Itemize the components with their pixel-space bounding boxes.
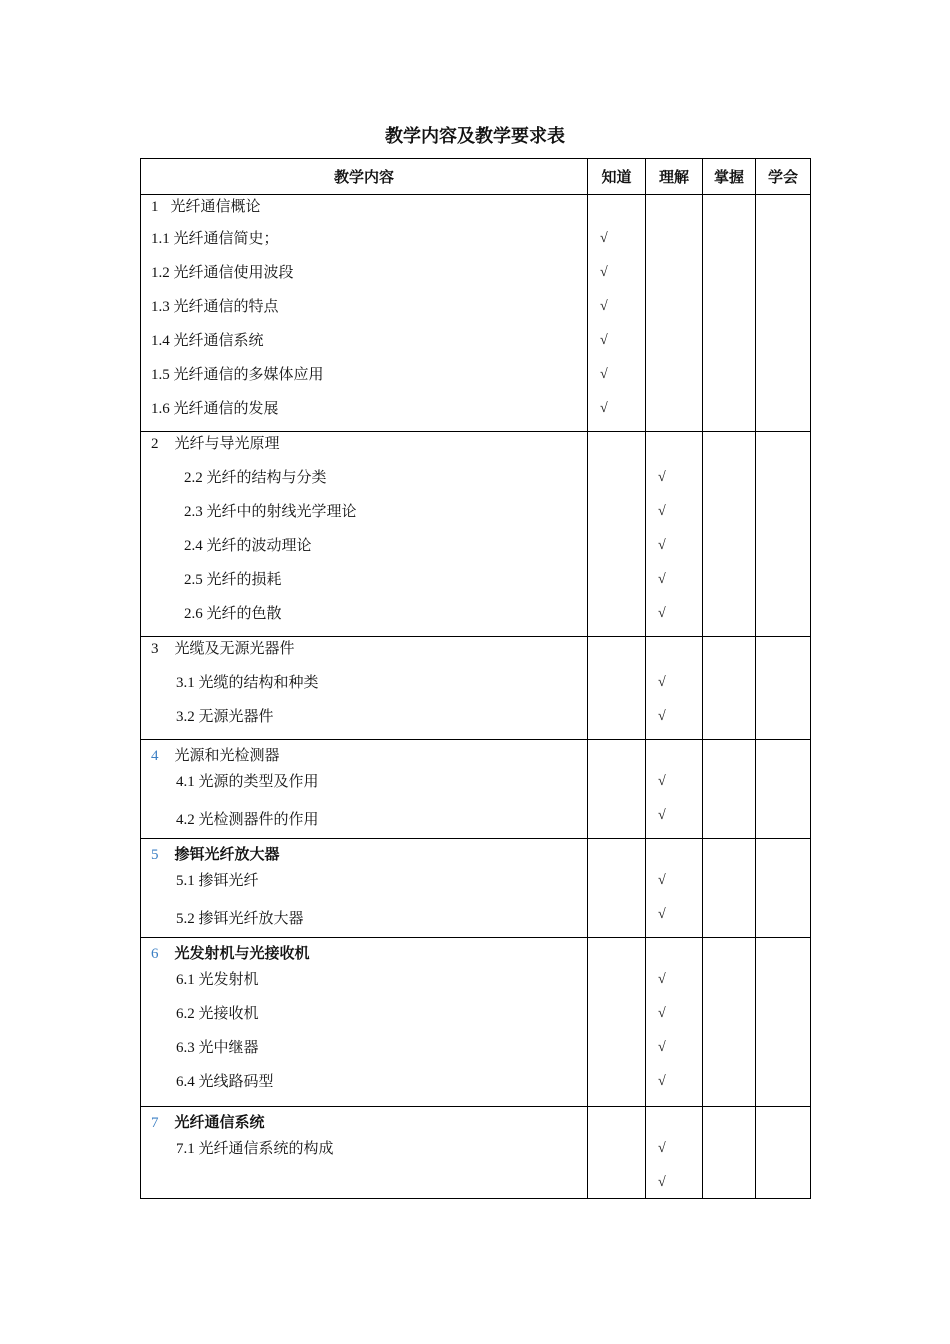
learn-cell (756, 938, 811, 1107)
list-item: 6.1 光发射机 (176, 972, 259, 988)
section-1-content (141, 195, 588, 432)
master-cell (703, 637, 756, 740)
section-heading: 5 掺铒光纤放大器 (151, 847, 280, 863)
section-heading: 4 光源和光检测器 (151, 748, 280, 764)
table-title: 教学内容及教学要求表 (385, 126, 565, 146)
list-item: 2.3 光纤中的射线光学理论 (184, 504, 357, 520)
header-understand: 理解 (646, 159, 703, 195)
check-mark: √ (658, 873, 666, 888)
section-heading: 1 光纤通信概论 (151, 199, 261, 215)
master-cell (703, 195, 756, 432)
check-mark: √ (658, 1175, 666, 1190)
check-mark: √ (658, 504, 666, 519)
know-cell (588, 839, 646, 938)
check-mark: √ (658, 606, 666, 621)
requirements-table (140, 158, 811, 1199)
understand-cell (646, 195, 703, 432)
table-row (141, 1107, 811, 1199)
table-row (141, 637, 811, 740)
understand-cell (646, 839, 703, 938)
master-cell (703, 1107, 756, 1199)
list-item: 7.1 光纤通信系统的构成 (176, 1141, 334, 1157)
list-item: 6.3 光中继器 (176, 1040, 259, 1056)
header-master: 掌握 (703, 159, 756, 195)
list-item: 2.5 光纤的损耗 (184, 572, 282, 588)
check-mark: √ (658, 808, 666, 823)
learn-cell (756, 637, 811, 740)
header-row (141, 159, 811, 195)
check-mark: √ (600, 265, 608, 280)
list-item: 1.6 光纤通信的发展 (151, 401, 279, 417)
check-mark: √ (658, 470, 666, 485)
understand-cell (646, 637, 703, 740)
understand-cell (646, 432, 703, 637)
list-item: 6.2 光接收机 (176, 1006, 259, 1022)
check-mark: √ (658, 1074, 666, 1089)
check-mark: √ (658, 907, 666, 922)
learn-cell (756, 839, 811, 938)
table-row (141, 740, 811, 839)
master-cell (703, 839, 756, 938)
master-cell (703, 938, 756, 1107)
check-mark: √ (600, 367, 608, 382)
list-item: 1.3 光纤通信的特点 (151, 299, 279, 315)
list-item: 2.4 光纤的波动理论 (184, 538, 312, 554)
learn-cell (756, 195, 811, 432)
learn-cell (756, 432, 811, 637)
check-mark: √ (658, 774, 666, 789)
check-mark: √ (600, 401, 608, 416)
check-mark: √ (658, 538, 666, 553)
check-mark: √ (658, 1040, 666, 1055)
learn-cell (756, 740, 811, 839)
know-cell (588, 637, 646, 740)
list-item: 5.2 掺铒光纤放大器 (176, 911, 304, 927)
check-mark: √ (658, 709, 666, 724)
learn-cell (756, 1107, 811, 1199)
check-mark: √ (600, 231, 608, 246)
check-mark: √ (600, 299, 608, 314)
check-mark: √ (600, 333, 608, 348)
list-item: 5.1 掺铒光纤 (176, 873, 259, 889)
check-mark: √ (658, 572, 666, 587)
check-mark: √ (658, 1006, 666, 1021)
section-5-content (141, 839, 588, 938)
list-item: 1.1 光纤通信简史； (151, 231, 279, 247)
table-row (141, 839, 811, 938)
list-item: 6.4 光线路码型 (176, 1074, 274, 1090)
section-heading: 2 光纤与导光原理 (151, 436, 280, 452)
list-item: 4.2 光检测器件的作用 (176, 812, 319, 828)
check-mark: √ (658, 1141, 666, 1156)
list-item: 4.1 光源的类型及作用 (176, 774, 319, 790)
section-2-content (141, 432, 588, 637)
section-6-content (141, 938, 588, 1107)
know-cell (588, 740, 646, 839)
know-cell (588, 938, 646, 1107)
list-item: 3.1 光缆的结构和种类 (176, 675, 319, 691)
section-heading: 3 光缆及无源光器件 (151, 641, 295, 657)
list-item: 2.2 光纤的结构与分类 (184, 470, 327, 486)
table-row (141, 432, 811, 637)
understand-cell (646, 1107, 703, 1199)
know-cell (588, 1107, 646, 1199)
understand-cell (646, 740, 703, 839)
header-learn: 学会 (756, 159, 811, 195)
table-row (141, 195, 811, 432)
list-item: 2.6 光纤的色散 (184, 606, 282, 622)
section-3-content (141, 637, 588, 740)
section-7-content (141, 1107, 588, 1199)
table-row (141, 938, 811, 1107)
know-cell (588, 432, 646, 637)
list-item: 3.2 无源光器件 (176, 709, 274, 725)
section-4-content (141, 740, 588, 839)
master-cell (703, 740, 756, 839)
header-content: 教学内容 (141, 159, 588, 195)
know-cell (588, 195, 646, 432)
list-item: 1.2 光纤通信使用波段 (151, 265, 294, 281)
header-know: 知道 (588, 159, 646, 195)
master-cell (703, 432, 756, 637)
list-item: 1.4 光纤通信系统 (151, 333, 264, 349)
check-mark: √ (658, 675, 666, 690)
check-mark: √ (658, 972, 666, 987)
understand-cell (646, 938, 703, 1107)
section-heading: 7 光纤通信系统 (151, 1115, 265, 1131)
list-item: 1.5 光纤通信的多媒体应用 (151, 367, 324, 383)
section-heading: 6 光发射机与光接收机 (151, 946, 310, 962)
